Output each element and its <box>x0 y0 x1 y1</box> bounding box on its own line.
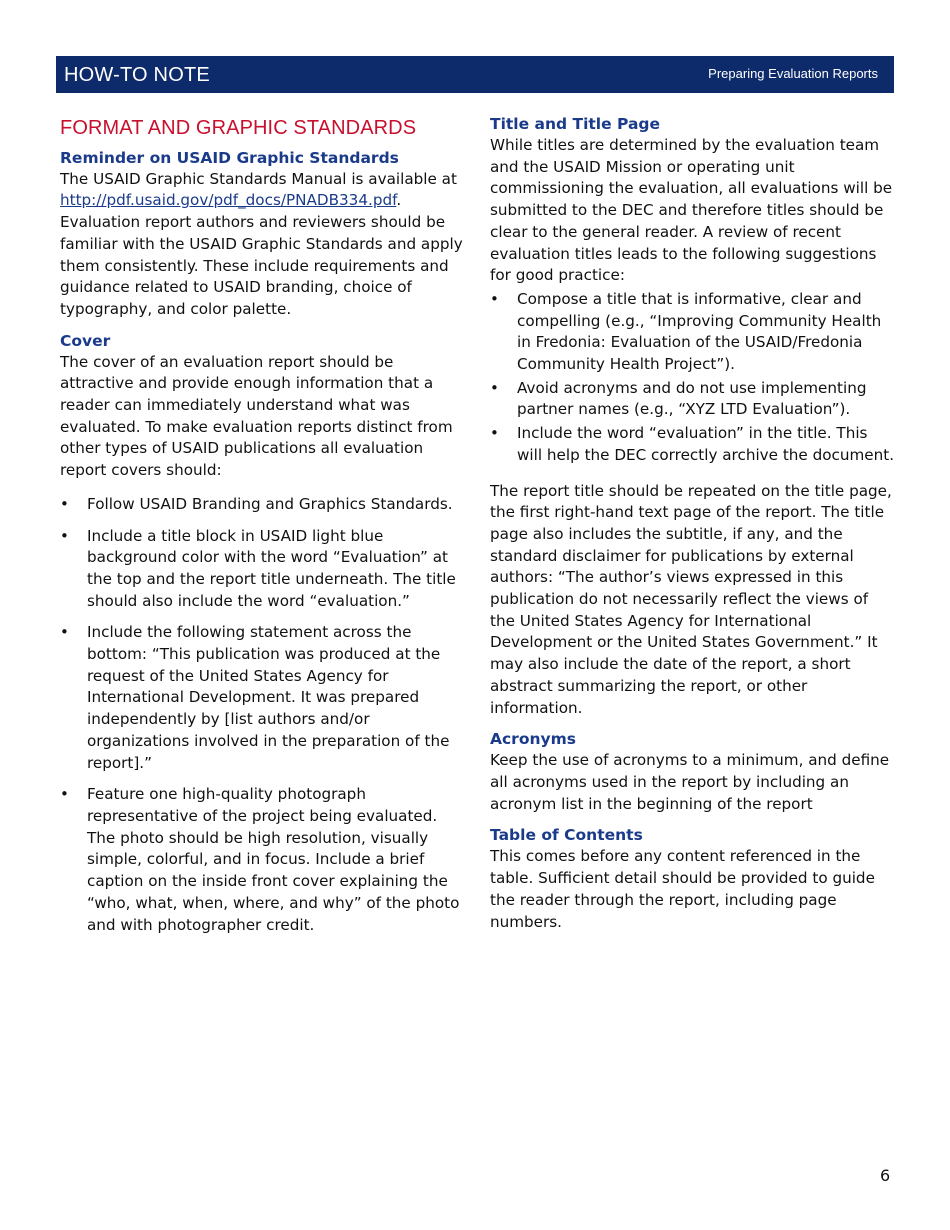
left-column <box>60 112 465 946</box>
list-item: • Compose a title that is informative, clear and compelling (e.g., “Improving Community Health in Fredonia: Evaluation of the USAID/Fredonia Community Health Project”). <box>490 289 895 376</box>
list-item: • Include the word “evaluation” in the title. This will help the DEC correctly archive the document. <box>490 423 895 466</box>
acronyms-paragraph: Keep the use of acronyms to a minimum, and define all acronyms used in the report by including an acronym list in the beginning of the report <box>490 751 890 813</box>
list-item: • Include the following statement across the bottom: “This publication was produced at the request of the United States Agency for International Development. It was prepared independently by [list authors and/or organizations involved in the preparation of the report].” <box>60 622 465 774</box>
reminder-link-suffix: . <box>396 191 402 210</box>
header-title: HOW-TO NOTE <box>64 64 210 86</box>
list-item: • Feature one high-quality photograph representative of the project being evaluated. The photo should be high resolution, visually simple, colorful, and in focus. Include a brief caption on the inside front cover explaining the “who, what, when, where, and why” of the photo and with photographer credit. <box>60 784 465 936</box>
list-item: • Avoid acronyms and do not use implementing partner names (e.g., “XYZ LTD Evaluation”). <box>490 378 895 421</box>
page-number: 6 <box>880 1166 891 1185</box>
title-page-heading: Title and Title Page <box>490 115 661 133</box>
header-bar <box>56 56 894 93</box>
cover-paragraph: The cover of an evaluation report should be attractive and provide enough information that a reader can immediately understand what was evaluated. To make evaluation reports distinct from other types of USAID publications all evaluation report covers should: <box>60 352 453 480</box>
toc-heading: Table of Contents <box>490 826 643 845</box>
cover-heading: Cover <box>60 331 111 350</box>
reminder-text-intro: The USAID Graphic Standards Manual is available at <box>60 169 457 188</box>
toc-paragraph: This comes before any content referenced in the table. Sufficient detail should be provided to guide the reader through the report, including page numbers. <box>490 847 875 931</box>
cover-bullet-list <box>60 494 465 936</box>
acronyms-heading: Acronyms <box>490 730 576 749</box>
reminder-text-body: Evaluation report authors and reviewers should be familiar with the USAID Graphic Standards and apply them consistently. These include requirements and guidance related to USAID branding, choice of typography, and color palette. <box>60 213 463 318</box>
graphic-standards-link[interactable]: http://pdf.usaid.gov/pdf_docs/PNADB334.pdf <box>60 191 397 210</box>
list-item: • Follow USAID Branding and Graphics Standards. <box>60 494 465 516</box>
reminder-paragraph <box>60 169 465 321</box>
header-document-title: Preparing Evaluation Reports <box>708 66 878 81</box>
title-paragraph: While titles are determined by the evaluation team and the USAID Mission or operating unit commissioning the evaluation, all evaluations will be submitted to the DEC and therefore titles should be clear to the general reader. A review of recent evaluation titles leads to the following suggestions for good practice: <box>490 136 893 285</box>
right-column <box>490 113 895 933</box>
section-title: FORMAT AND GRAPHIC STANDARDS <box>60 117 417 139</box>
title-bullet-list <box>490 289 895 467</box>
list-item: • Include a title block in USAID light blue background color with the word “Evaluation” at the top and the report title underneath. The title should also include the word “evaluation.” <box>60 526 465 613</box>
reminder-heading: Reminder on USAID Graphic Standards <box>60 148 399 167</box>
title-page-paragraph: The report title should be repeated on the title page, the first right-hand text page of the report. The title page also includes the subtitle, if any, and the standard disclaimer for publications by external authors: “The author’s views expressed in this publication do not necessarily reflect the views of the United States Agency for International Development or the United States Government.” It may also include the date of the report, a short abstract summarizing the report, or other information. <box>490 481 892 717</box>
